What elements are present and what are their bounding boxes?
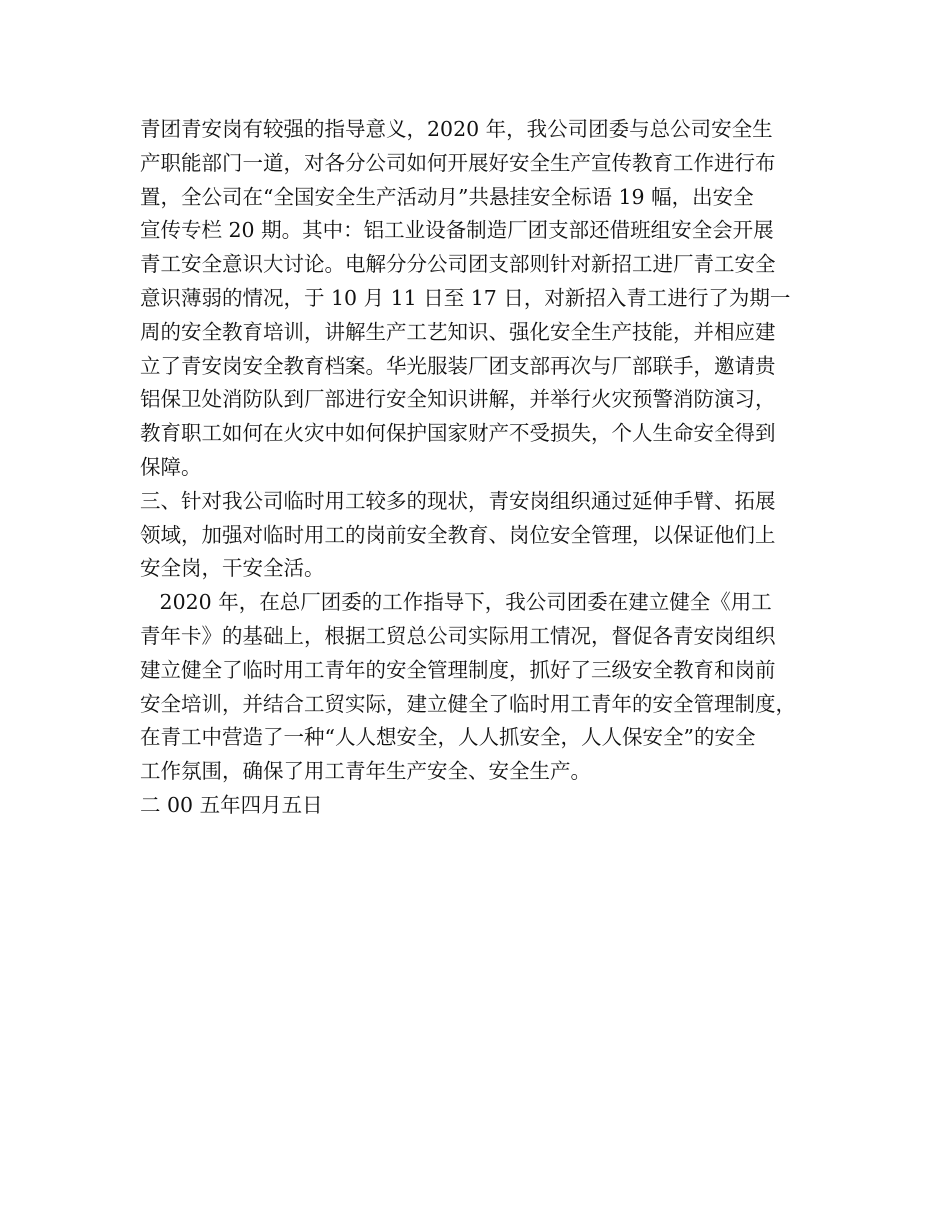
paragraph-start-line: 2020 年，在总厂团委的工作指导下，我公司团委在建立健全《用工 — [140, 590, 772, 615]
text-line: 安全岗，干安全活。 — [140, 556, 325, 581]
text-line: 产职能部门一道，对各分公司如何开展好安全生产宣传教育工作进行布 — [140, 150, 776, 175]
text-line: 领域，加强对临时用工的岗前安全教育、岗位安全管理，以保证他们上 — [140, 522, 776, 547]
body-text — [140, 113, 820, 823]
text-line: 铝保卫处消防队到厂部进行安全知识讲解，并举行火灾预警消防演习， — [140, 387, 776, 412]
text-line: 工作氛围，确保了用工青年生产安全、安全生产。 — [140, 759, 591, 784]
text-line: 保障。 — [140, 454, 202, 479]
text-line: 青工安全意识大讨论。电解分分公司团支部则针对新招工进厂青工安全 — [140, 252, 776, 277]
text-line: 立了青安岗安全教育档案。华光服装厂团支部再次与厂部联手，邀请贵 — [140, 353, 776, 378]
section-heading-line: 三、针对我公司临时用工较多的现状，青安岗组织通过延伸手臂、拓展 — [140, 488, 776, 513]
text-line: 安全培训，并结合工贸实际，建立健全了临时用工青年的安全管理制度， — [140, 691, 796, 716]
text-line: 周的安全教育培训，讲解生产工艺知识、强化安全生产技能，并相应建 — [140, 319, 776, 344]
text-line: 宣传专栏 20 期。其中：铝工业设备制造厂团支部还借班组安全会开展 — [140, 218, 774, 243]
text-line: 青年卡》的基础上，根据工贸总公司实际用工情况，督促各青安岗组织 — [140, 623, 776, 648]
text-line: 置，全公司在“全国安全生产活动月”共悬挂安全标语 19 幅，出安全 — [140, 184, 754, 209]
text-line: 建立健全了临时用工青年的安全管理制度，抓好了三级安全教育和岗前 — [140, 657, 776, 682]
text-line: 意识薄弱的情况，于 10 月 11 日至 17 日，对新招入青工进行了为期一 — [140, 285, 791, 310]
text-line: 在青工中营造了一种“人人想安全，人人抓安全，人人保安全”的安全 — [140, 725, 756, 750]
text-line: 青团青安岗有较强的指导意义，2020 年，我公司团委与总公司安全生 — [140, 117, 773, 141]
date-line: 二 00 五年四月五日 — [140, 792, 323, 817]
text-line: 教育职工如何在火灾中如何保护国家财产不受损失，个人生命安全得到 — [140, 421, 776, 446]
